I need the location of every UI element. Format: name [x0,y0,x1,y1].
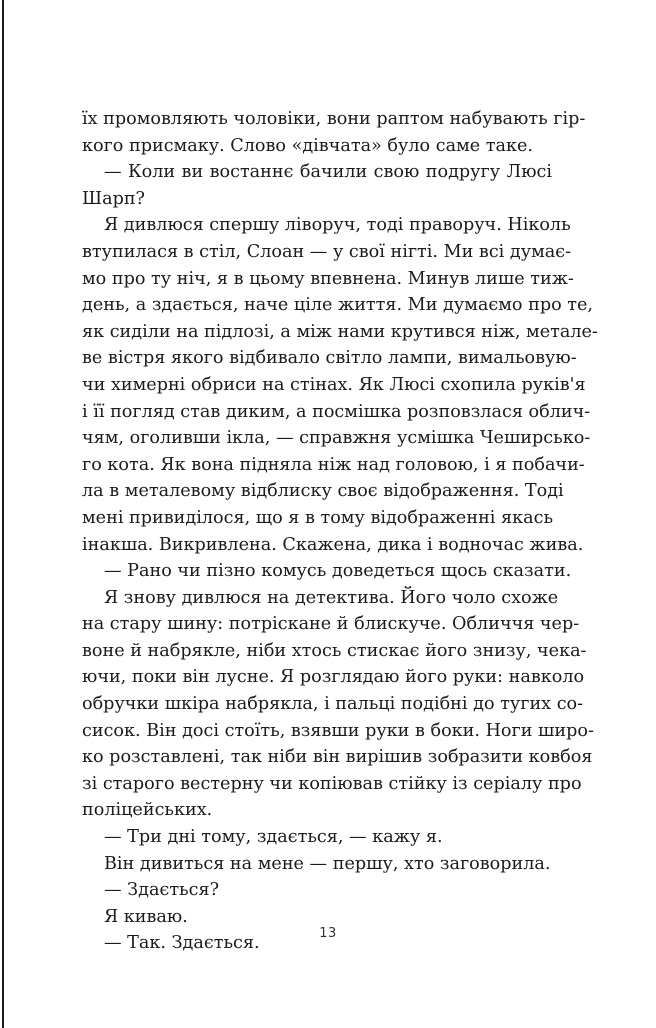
paragraph [82,877,552,904]
text-line: ко розставлені, так ніби він вирішив зобразити ковбоя [82,747,593,768]
text-line: обручки шкіра набрякла, і пальці подібні до тугих со- [82,694,584,715]
page-edge-line [2,0,4,1028]
body-text [82,106,598,957]
text-line: на стару шину: потріскане й блискуче. Обличчя чер- [82,614,580,635]
text-line: ве вістря якого відбивало світло лампи, вимальовую- [82,348,577,369]
text-line: Я знову дивлюся на детектива. Його чоло схоже [104,587,559,608]
text-line: кого присмаку. Слово «дівчата» було саме таке. [82,135,533,156]
text-line: сисок. Він досі стоїть, взявши руки в боки. Ноги широ- [82,720,594,741]
text-line: їх промовляють чоловіки, вони раптом набувають гір- [82,109,586,129]
text-line: Я киваю. [104,906,188,927]
text-line: воне й набрякле, ніби хтось стискає його знизу, чека- [82,640,587,661]
text-line: ла в металевому відблиску своє відображення. Тоді [82,481,564,502]
text-line: мо про ту ніч, я в цьому впевнена. Минув лише тиж- [82,268,574,289]
text-line: чям, оголивши ікла, — справжня усмішка Чеширсько- [82,428,591,449]
text-line: день, а здається, наче ціле життя. Ми думаємо про те, [82,295,594,316]
text-line: ючи, поки він лусне. Я розглядаю його руки: навколо [82,667,585,688]
page-number: 13 [319,926,337,941]
text-line: зі старого вестерну чи копіював стійку із серіалу про [82,773,582,794]
paragraph [82,159,552,212]
text-line: — Рано чи пізно комусь доведеться щось сказати. [104,561,572,582]
paragraph [82,824,552,851]
text-line: Він дивиться на мене — першу, хто заговорила. [104,853,551,874]
text-line: го кота. Як вона підняла ніж над головою, і я побачи- [82,454,585,475]
paragraph [82,212,598,558]
text-line: Я дивлюся спершу ліворуч, тоді праворуч. Ніколь [104,215,571,236]
paragraph [82,106,586,159]
text-line: втупилася в стіл, Слоан — у свої нігті. Ми всі думає- [82,241,572,262]
text-line: як сиділи на підлозі, а між нами крутився ніж, метале- [82,321,598,342]
text-line: поліцейських. [82,800,213,821]
text-line: і її погляд став диким, а посмішка розповзлася облич- [82,401,591,422]
text-line: — Так. Здається. [104,933,260,954]
paragraph [82,851,552,878]
text-line: інакша. Викривлена. Скажена, дика і водночас жива. [82,534,584,555]
text-line: — Три дні тому, здається, — кажу я. [104,827,443,848]
text-line: мені привиділося, що я в тому відображенні якась [82,507,554,528]
paragraph [82,585,594,824]
text-line: чи химерні обриси на стінах. Як Люсі схопила руків'я [82,374,586,395]
text-line: — Коли ви востаннє бачили свою подругу Люсі [104,162,552,183]
text-line: Шарп? [82,188,145,209]
paragraph [82,558,572,585]
text-line: — Здається? [104,880,220,901]
